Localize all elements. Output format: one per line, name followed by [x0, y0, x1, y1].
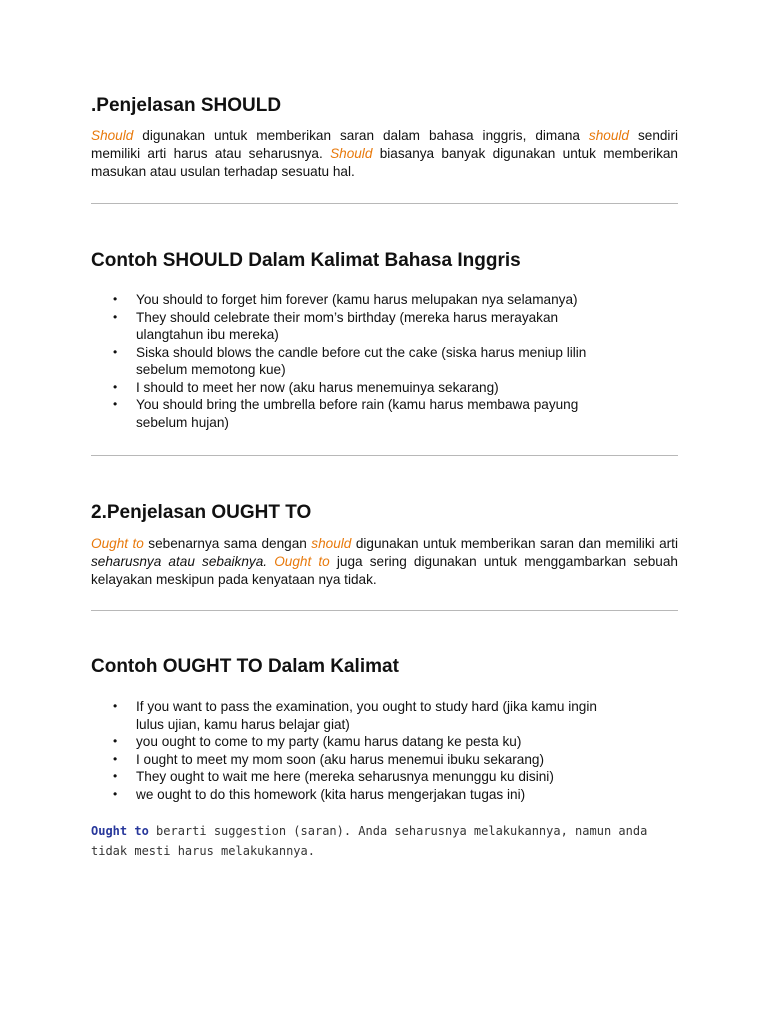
list-item: • I ought to meet my mom soon (aku harus menemui ibuku sekarang)	[113, 751, 545, 767]
list-item: • you ought to come to my party (kamu harus datang ke pesta ku)	[113, 734, 522, 749]
list-item: • They ought to wait me here (mereka seharusnya menunggu ku disini)	[113, 769, 554, 784]
heading-contoh-should: Contoh SHOULD Dalam Kalimat Bahasa Inggris	[91, 250, 521, 271]
divider	[91, 455, 678, 456]
divider	[91, 610, 678, 611]
bullet-icon: •	[113, 309, 118, 324]
italic-meaning: seharusnya atau sebaiknya.	[91, 554, 268, 569]
list-item: • They should celebrate their mom’s birthday (mereka harus merayakan ulangtahun ibu mereka)	[113, 309, 559, 342]
ought-to-note: Ought to berarti suggestion (saran). Anda seharusnya melakukannya, namun anda tidak mesti harus melakukannya.	[91, 824, 648, 858]
bullet-icon: •	[113, 734, 118, 748]
bullet-icon: •	[113, 397, 118, 411]
bullet-icon: •	[113, 699, 118, 713]
bullet-icon: •	[113, 379, 118, 394]
keyword-ought-to: Ought to	[91, 536, 144, 551]
bullet-icon: •	[113, 786, 118, 801]
bullet-icon: •	[113, 344, 118, 359]
keyword-ought-to: Ought to	[274, 554, 330, 569]
heading-penjelasan-should: .Penjelasan SHOULD	[91, 95, 282, 116]
divider	[91, 203, 678, 204]
heading-contoh-ought-to: Contoh OUGHT TO Dalam Kalimat	[91, 656, 399, 677]
ought-to-examples-list	[91, 698, 678, 803]
paragraph-should-explanation: Should digunakan untuk memberikan saran dalam bahasa inggris, dimana should sendiri memiliki arti harus atau seharusnya. Should biasanya banyak digunakan untuk memberikan masukan atau usulan terhadap sesuatu hal.	[91, 128, 679, 179]
bullet-icon: •	[113, 292, 118, 306]
keyword-should: should	[588, 128, 629, 143]
keyword-should: Should	[91, 128, 134, 143]
should-examples-list	[91, 291, 678, 431]
keyword-ought-to: Ought to	[91, 824, 149, 838]
bullet-icon: •	[113, 769, 118, 783]
list-item: • we ought to do this homework (kita harus mengerjakan tugas ini)	[113, 786, 526, 802]
keyword-should: Should	[330, 146, 373, 161]
list-item: • You should to forget him forever (kamu harus melupakan nya selamanya)	[113, 292, 578, 307]
bullet-icon: •	[113, 751, 118, 766]
paragraph-ought-to-explanation: Ought to sebenarnya sama dengan should digunakan untuk memberikan saran dan memiliki arti seharusnya atau sebaiknya. Ought to juga sering digunakan untuk menggambarkan sebuah kelayakan meskipun pada kenyataan nya tidak.	[91, 536, 678, 587]
heading-penjelasan-ought-to: 2.Penjelasan OUGHT TO	[91, 502, 312, 523]
list-item: • If you want to pass the examination, you ought to study hard (jika kamu ingin lulus ujian, kamu harus belajar giat)	[113, 699, 597, 732]
list-item: • I should to meet her now (aku harus menemuinya sekarang)	[113, 379, 499, 395]
keyword-should: should	[311, 536, 352, 551]
list-item: • Siska should blows the candle before cut the cake (siska harus meniup lilin sebelum memotong kue)	[113, 344, 587, 377]
list-item: • You should bring the umbrella before rain (kamu harus membawa payung sebelum hujan)	[113, 397, 579, 430]
